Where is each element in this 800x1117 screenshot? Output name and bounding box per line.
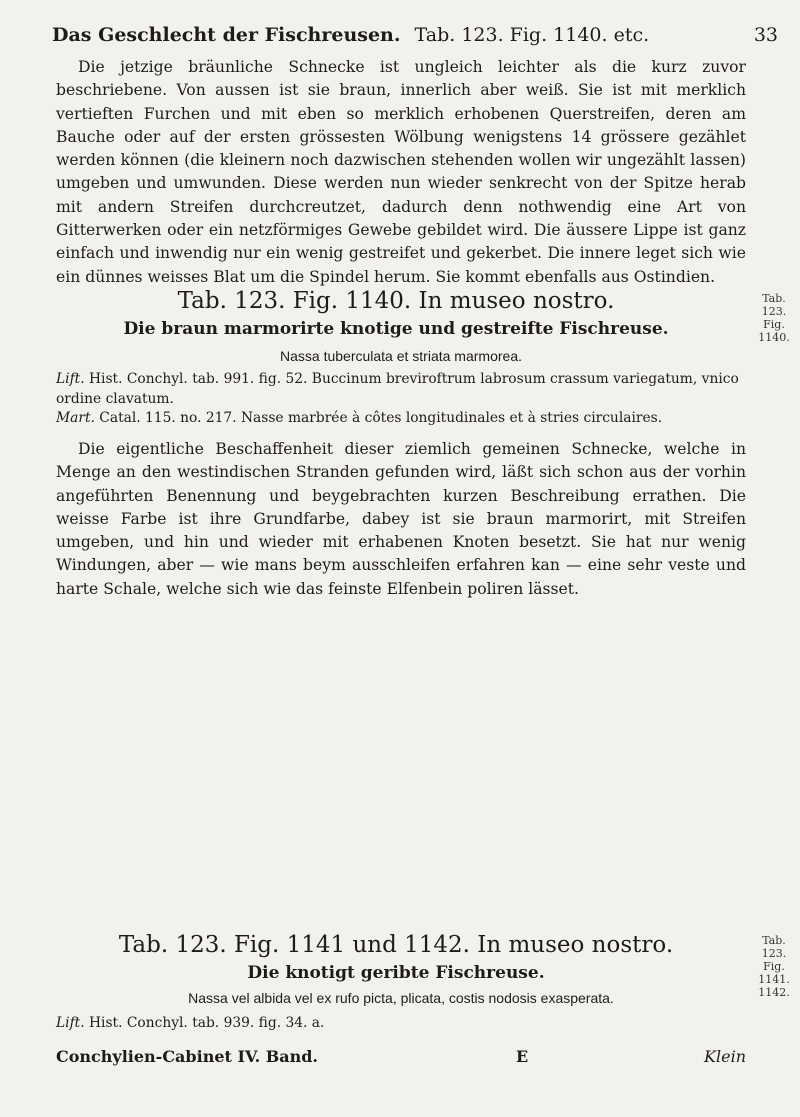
section-2-subheading: Die knotigt geribte Fischreuse. bbox=[247, 963, 545, 983]
reference-item bbox=[56, 370, 746, 409]
reference-source: Lift. bbox=[56, 1015, 85, 1031]
page-number: 33 bbox=[753, 24, 778, 46]
section-1-paragraph: Die eigentliche Beschaffenheit dieser ziemlich gemeinen Schnecke, welche in Menge an den westindischen Stranden gefunden wird, läßt sich schon aus der vorhin angeführten Benennung und beygebrachten kurzen Beschreibung errathen. Die weisse Farbe ist ihre Grundfarbe, dabey ist sie braun marmorirt, mit Streifen umgeben, und hin und wieder mit erhabenen Knoten besetzt. Sie hat nur wenig Windungen, aber — wie mans beym ausschleifen erfahren kan — eine sehr veste und harte Schale, welche sich wie das feinste Elfenbein poliren lässet. bbox=[56, 440, 746, 598]
reference-source: Lift. bbox=[56, 371, 85, 387]
volume-line: Conchylien-Cabinet IV. Band. bbox=[56, 1047, 318, 1066]
reference-text: Hist. Conchyl. tab. 991. fig. 52. Buccinum breviroftrum labrosum crassum variegatum, vnico ordine clavatum. bbox=[56, 371, 739, 407]
reference-item bbox=[56, 409, 746, 429]
signature-mark: E bbox=[516, 1047, 529, 1066]
plate-reference: Tab. 123. Fig. 1140. etc. bbox=[414, 24, 650, 46]
section-2-heading: Tab. 123. Fig. 1141 und 1142. In museo nostro. bbox=[118, 932, 674, 958]
section-1-margin-note: Tab. 123. Fig. 1140. bbox=[758, 292, 790, 344]
reference-source: Mart. bbox=[56, 410, 95, 426]
section-1-subheading: Die braun marmorirte knotige und gestreifte Fischreuse. bbox=[123, 319, 669, 339]
intro-paragraph: Die jetzige bräunliche Schnecke ist ungleich leichter als die kurz zuvor beschriebene. Von aussen ist sie braun, innerlich aber weiß. Sie ist mit merklich vertieften Furchen und mit eben so merklich erhobenen Querstreifen, deren am Bauche oder auf der ersten grössesten Wölbung wenigstens 14 grössere gezählet werden können (die kleinern noch dazwischen stehenden wollen wir ungezählt lassen) umgeben und umwunden. Diese werden nun wieder senkrecht von der Spitze herab mit andern Streifen durchcreutzet, dadurch denn nothwendig eine Art von Gitterwerken oder ein netzförmiges Gewebe gebildet wird. Die äussere Lippe ist ganz einfach und inwendig nur ein wenig gestreifet und gekerbet. Die innere leget sich wie ein dünnes weisses Blat um die Spindel herum. Sie kommt ebenfalls aus Ostindien. bbox=[56, 58, 746, 286]
section-1-latin-name: Nassa tuberculata et striata marmorea. bbox=[280, 348, 522, 364]
running-title: Das Geschlecht der Fischreusen. bbox=[52, 24, 401, 46]
reference-text: Catal. 115. no. 217. Nasse marbrée à côtes longitudinales et à stries circulaires. bbox=[99, 410, 663, 426]
reference-item bbox=[56, 1014, 746, 1034]
page-footer bbox=[56, 1047, 746, 1066]
reference-text: Hist. Conchyl. tab. 939. fig. 34. a. bbox=[89, 1015, 325, 1031]
section-2-references bbox=[56, 1014, 746, 1034]
running-header bbox=[52, 24, 778, 46]
section-1-heading: Tab. 123. Fig. 1140. In museo nostro. bbox=[177, 288, 615, 314]
section-1-references bbox=[56, 370, 746, 429]
section-1-heading-block bbox=[56, 286, 736, 342]
section-2-margin-note: Tab. 123. Fig. 1141. 1142. bbox=[758, 934, 790, 999]
section-2-latin-name: Nassa vel albida vel ex rufo picta, plicata, costis nodosis exasperata. bbox=[188, 990, 614, 1006]
catchword: Klein bbox=[704, 1047, 746, 1066]
section-2-heading-block bbox=[56, 930, 736, 986]
